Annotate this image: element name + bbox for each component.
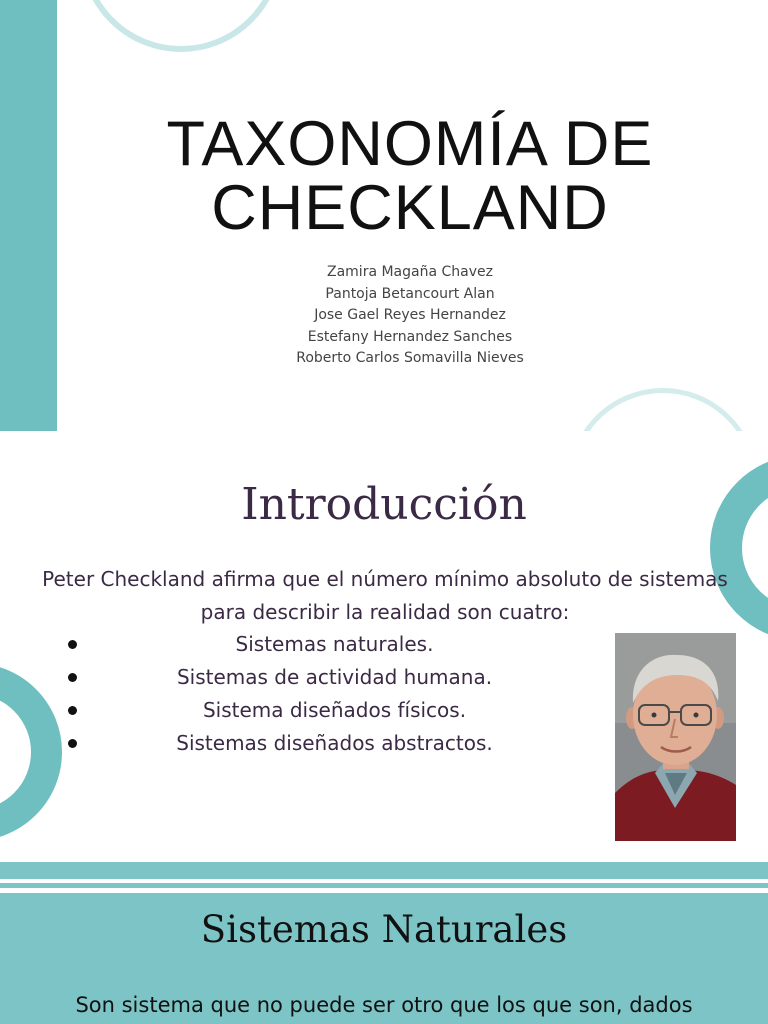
systems-bullet-list — [62, 628, 607, 760]
bullet-dot-icon — [68, 673, 77, 682]
bullet-item — [62, 727, 607, 760]
bullet-text: Sistemas de actividad humana. — [176, 665, 493, 689]
title-line-1: TAXONOMÍA DE — [166, 109, 654, 179]
document-title — [60, 109, 760, 243]
title-line-2: CHECKLAND — [211, 173, 609, 243]
bullet-item — [62, 694, 607, 727]
author-list — [160, 262, 660, 370]
decorative-ring-top — [80, 0, 282, 52]
natural-systems-paragraph: Son sistema que no puede ser otro que los que son, dados — [75, 993, 693, 1017]
portrait-photo — [615, 633, 736, 841]
author-name: Jose Gael Reyes Hernandez — [314, 307, 506, 324]
decorative-stripe — [0, 883, 768, 888]
left-accent-bar — [0, 0, 57, 431]
bullet-text: Sistemas naturales. — [235, 632, 434, 656]
natural-systems-slide — [0, 862, 768, 1024]
bullet-dot-icon — [68, 739, 77, 748]
bullet-text: Sistema diseñados físicos. — [202, 698, 467, 722]
decorative-ring-bottom — [568, 388, 758, 431]
bullet-item — [62, 661, 607, 694]
decorative-ring-left — [0, 663, 62, 841]
introduction-heading: Introducción — [241, 479, 527, 530]
author-name: Pantoja Betancourt Alan — [325, 285, 495, 302]
title-slide — [0, 0, 768, 431]
bullet-item — [62, 628, 607, 661]
bullet-dot-icon — [68, 640, 77, 649]
decorative-stripe — [0, 862, 768, 879]
introduction-slide — [0, 431, 768, 862]
author-name: Roberto Carlos Somavilla Nieves — [296, 350, 524, 367]
bullet-text: Sistemas diseñados abstractos. — [176, 731, 493, 755]
natural-systems-heading: Sistemas Naturales — [200, 908, 568, 951]
author-name: Zamira Magaña Chavez — [327, 264, 493, 280]
author-name: Estefany Hernandez Sanches — [307, 328, 513, 345]
bullet-dot-icon — [68, 706, 77, 715]
introduction-paragraph: Peter Checkland afirma que el número mínimo absoluto de sistemas para describir la realidad son cuatro: — [42, 567, 728, 624]
